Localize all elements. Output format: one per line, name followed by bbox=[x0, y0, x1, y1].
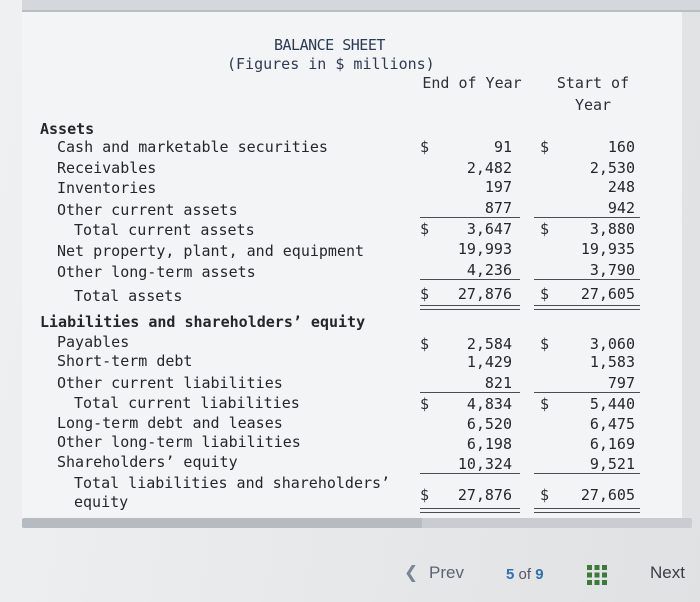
dollar-sign: $ bbox=[420, 220, 430, 238]
row-label-total: Total current assets bbox=[74, 221, 255, 239]
value-end: 4,834 bbox=[466, 395, 512, 413]
value-end: 19,993 bbox=[457, 240, 512, 258]
row-label: Receivables bbox=[57, 159, 157, 177]
value-end: 6,520 bbox=[466, 415, 512, 433]
chevron-left-icon: ❮ bbox=[404, 563, 419, 582]
value-start: 9,521 bbox=[589, 455, 635, 473]
total-rule bbox=[534, 473, 640, 474]
next-button[interactable]: Next bbox=[650, 563, 685, 582]
balance-sheet-table bbox=[22, 12, 682, 522]
page-of: of bbox=[518, 566, 532, 583]
value-end: 877 bbox=[484, 199, 512, 217]
subtotal-rule bbox=[534, 392, 640, 393]
value-start: 27,605 bbox=[580, 285, 635, 303]
value-end: 197 bbox=[484, 178, 512, 196]
subtotal-rule bbox=[420, 392, 520, 393]
value-start: 5,440 bbox=[589, 395, 635, 413]
value-start: 6,475 bbox=[589, 415, 635, 433]
dollar-sign: $ bbox=[540, 220, 550, 238]
column-header-end-of-year: End of Year bbox=[422, 74, 522, 92]
sheet-title: BALANCE SHEET bbox=[274, 36, 385, 54]
value-end: 2,482 bbox=[466, 159, 512, 177]
row-label-total: Total assets bbox=[74, 287, 183, 305]
double-rule bbox=[534, 305, 640, 310]
value-end: 27,876 bbox=[457, 285, 512, 303]
row-label: Long-term debt and leases bbox=[57, 414, 283, 432]
value-start: 160 bbox=[607, 138, 635, 156]
scrollbar-thumb[interactable] bbox=[22, 518, 422, 528]
value-end: 1,429 bbox=[466, 353, 512, 371]
prev-button[interactable] bbox=[404, 563, 464, 583]
row-label: Net property, plant, and equipment bbox=[57, 242, 365, 260]
row-label: Other current liabilities bbox=[57, 374, 283, 392]
value-start: 942 bbox=[607, 199, 635, 217]
dollar-sign: $ bbox=[540, 138, 550, 156]
dollar-sign: $ bbox=[420, 285, 430, 303]
value-start: 797 bbox=[607, 374, 635, 392]
double-rule bbox=[420, 305, 520, 310]
value-start: 3,060 bbox=[589, 335, 635, 353]
value-start: 27,605 bbox=[580, 486, 635, 504]
row-label-total: Total liabilities and shareholders’ bbox=[74, 474, 391, 492]
grid-icon[interactable] bbox=[586, 564, 608, 586]
subtotal-rule bbox=[420, 217, 520, 218]
assets-heading: Assets bbox=[40, 120, 95, 138]
row-label: Payables bbox=[57, 333, 130, 351]
row-label: Short-term debt bbox=[57, 352, 193, 370]
value-start: 3,880 bbox=[589, 220, 635, 238]
row-label-total-cont: equity bbox=[74, 493, 129, 511]
value-end: 2,584 bbox=[466, 335, 512, 353]
value-start: 19,935 bbox=[580, 240, 635, 258]
sheet-subtitle: (Figures in $ millions) bbox=[227, 55, 435, 73]
dollar-sign: $ bbox=[540, 335, 550, 353]
dollar-sign: $ bbox=[420, 395, 430, 413]
value-start: 3,790 bbox=[589, 261, 635, 279]
value-start: 248 bbox=[607, 178, 635, 196]
value-start: 1,583 bbox=[589, 353, 635, 371]
double-rule bbox=[534, 508, 640, 513]
top-scrollbar bbox=[22, 0, 700, 12]
dollar-sign: $ bbox=[540, 395, 550, 413]
dollar-sign: $ bbox=[540, 486, 550, 504]
value-end: 6,198 bbox=[466, 435, 512, 453]
page-indicator bbox=[506, 566, 544, 583]
column-header-start-of-year: Start of Year bbox=[556, 74, 630, 114]
row-label: Shareholders’ equity bbox=[57, 453, 238, 471]
row-label: Other long-term assets bbox=[57, 263, 256, 281]
double-rule bbox=[420, 508, 520, 513]
liabilities-heading: Liabilities and shareholders’ equity bbox=[40, 313, 366, 331]
value-start: 6,169 bbox=[589, 435, 635, 453]
page-total: 9 bbox=[535, 566, 544, 583]
page-current: 5 bbox=[506, 566, 515, 583]
row-label: Inventories bbox=[57, 179, 157, 197]
row-label: Other current assets bbox=[57, 201, 238, 219]
value-end: 10,324 bbox=[457, 455, 512, 473]
dollar-sign: $ bbox=[420, 486, 430, 504]
total-rule bbox=[534, 279, 640, 280]
dollar-sign: $ bbox=[420, 138, 430, 156]
subtotal-rule bbox=[534, 217, 640, 218]
value-end: 91 bbox=[493, 138, 512, 156]
value-start: 2,530 bbox=[589, 159, 635, 177]
dollar-sign: $ bbox=[420, 335, 430, 353]
row-label: Other long-term liabilities bbox=[57, 433, 301, 451]
total-rule bbox=[420, 279, 520, 280]
row-label: Cash and marketable securities bbox=[57, 138, 328, 156]
dollar-sign: $ bbox=[540, 285, 550, 303]
value-end: 821 bbox=[484, 374, 512, 392]
value-end: 4,236 bbox=[466, 261, 512, 279]
row-label-total: Total current liabilities bbox=[74, 394, 300, 412]
value-end: 3,647 bbox=[466, 220, 512, 238]
value-end: 27,876 bbox=[457, 486, 512, 504]
total-rule bbox=[420, 473, 520, 474]
prev-label: Prev bbox=[428, 563, 464, 582]
